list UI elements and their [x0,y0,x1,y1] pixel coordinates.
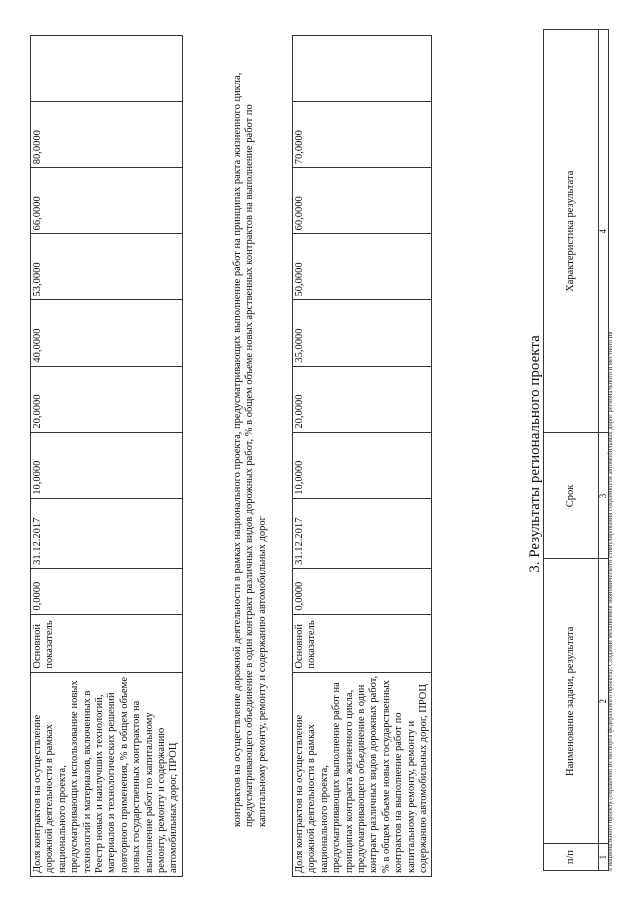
value-cell: 40,0000 [31,300,183,366]
indicator-table-1 [30,35,183,877]
value-cell: 35,0000 [293,300,432,366]
table-row [293,36,432,877]
section-title: 3. Результаты регионального проекта [527,335,543,573]
header-deadline: Срок [544,433,599,559]
indicator-note: контрактов на осуществление дорожной деятельности в рамках национального проекта, предусматривающих выполнение работ на принципах ракта жизненного цикла, предусматривающего объединение в один контракт различных видов дорожных работ, % в общем объеме новых арственных контрактов на выполнение работ по капитальному ремонту, ремонту и содержанию автомобильных дорог [232,72,268,827]
table-row [31,36,183,877]
column-number: 1 [599,844,609,871]
indicator-type: Основной показатель [293,614,432,672]
indicator-type: Основной показатель [31,614,183,672]
header-characteristic: Характеристика результата [544,30,599,433]
base-value: 0,0000 [293,568,432,614]
column-number: 2 [599,559,609,844]
value-cell: 50,0000 [293,234,432,300]
column-number: 3 [599,433,609,559]
base-date: 31.12.2017 [293,498,432,568]
column-number: 4 [599,30,609,433]
value-cell: 60,0000 [293,168,432,234]
value-cell: 66,0000 [31,168,183,234]
indicator-name: Доля контрактов на осуществление дорожной деятельности в рамках национального проекта, предусматривающих использование новых технологий и материалов, включенных в Реестр новых и наилучших технологий, материалов и технологических решений повторного применения, % в общем объеме новых государственных контрактов на выполнение работ по капитальному ремонту, ремонту и содержанию автомобильных дорог, ПРОЦ [31,672,183,876]
value-cell [31,36,183,102]
task-footnote: а национального проекта (справочно из паспорта федерального проекта): Создание механизмов экономического стимулирования сохранности автомобильных дорог регионального и местного ия [607,331,614,871]
header-task-name: Наименование задачи, результата [544,559,599,844]
indicator-name: Доля контрактов на осуществление дорожной деятельности в рамках национального проекта, предусматривающих выполнение работ на принципах контракта жизненного цикла, предусматривающего объединение в один контракт различных видов дорожных работ, % в общем объеме новых государственных контрактов на выполнение работ по капитальному ремонту, ремонту и содержанию автомобильных дорог, ПРОЦ [293,672,432,876]
value-cell: 20,0000 [31,366,183,432]
value-cell: 53,0000 [31,234,183,300]
value-cell: 10,0000 [293,432,432,498]
base-value: 0,0000 [31,568,183,614]
value-cell [293,36,432,102]
results-table [543,29,609,871]
value-cell: 20,0000 [293,366,432,432]
value-cell: 10,0000 [31,432,183,498]
header-number: п/п [544,844,599,871]
base-date: 31.12.2017 [31,498,183,568]
table-header-row [544,30,599,871]
value-cell: 70,0000 [293,102,432,168]
indicator-table-2 [292,35,432,877]
value-cell: 80,0000 [31,102,183,168]
